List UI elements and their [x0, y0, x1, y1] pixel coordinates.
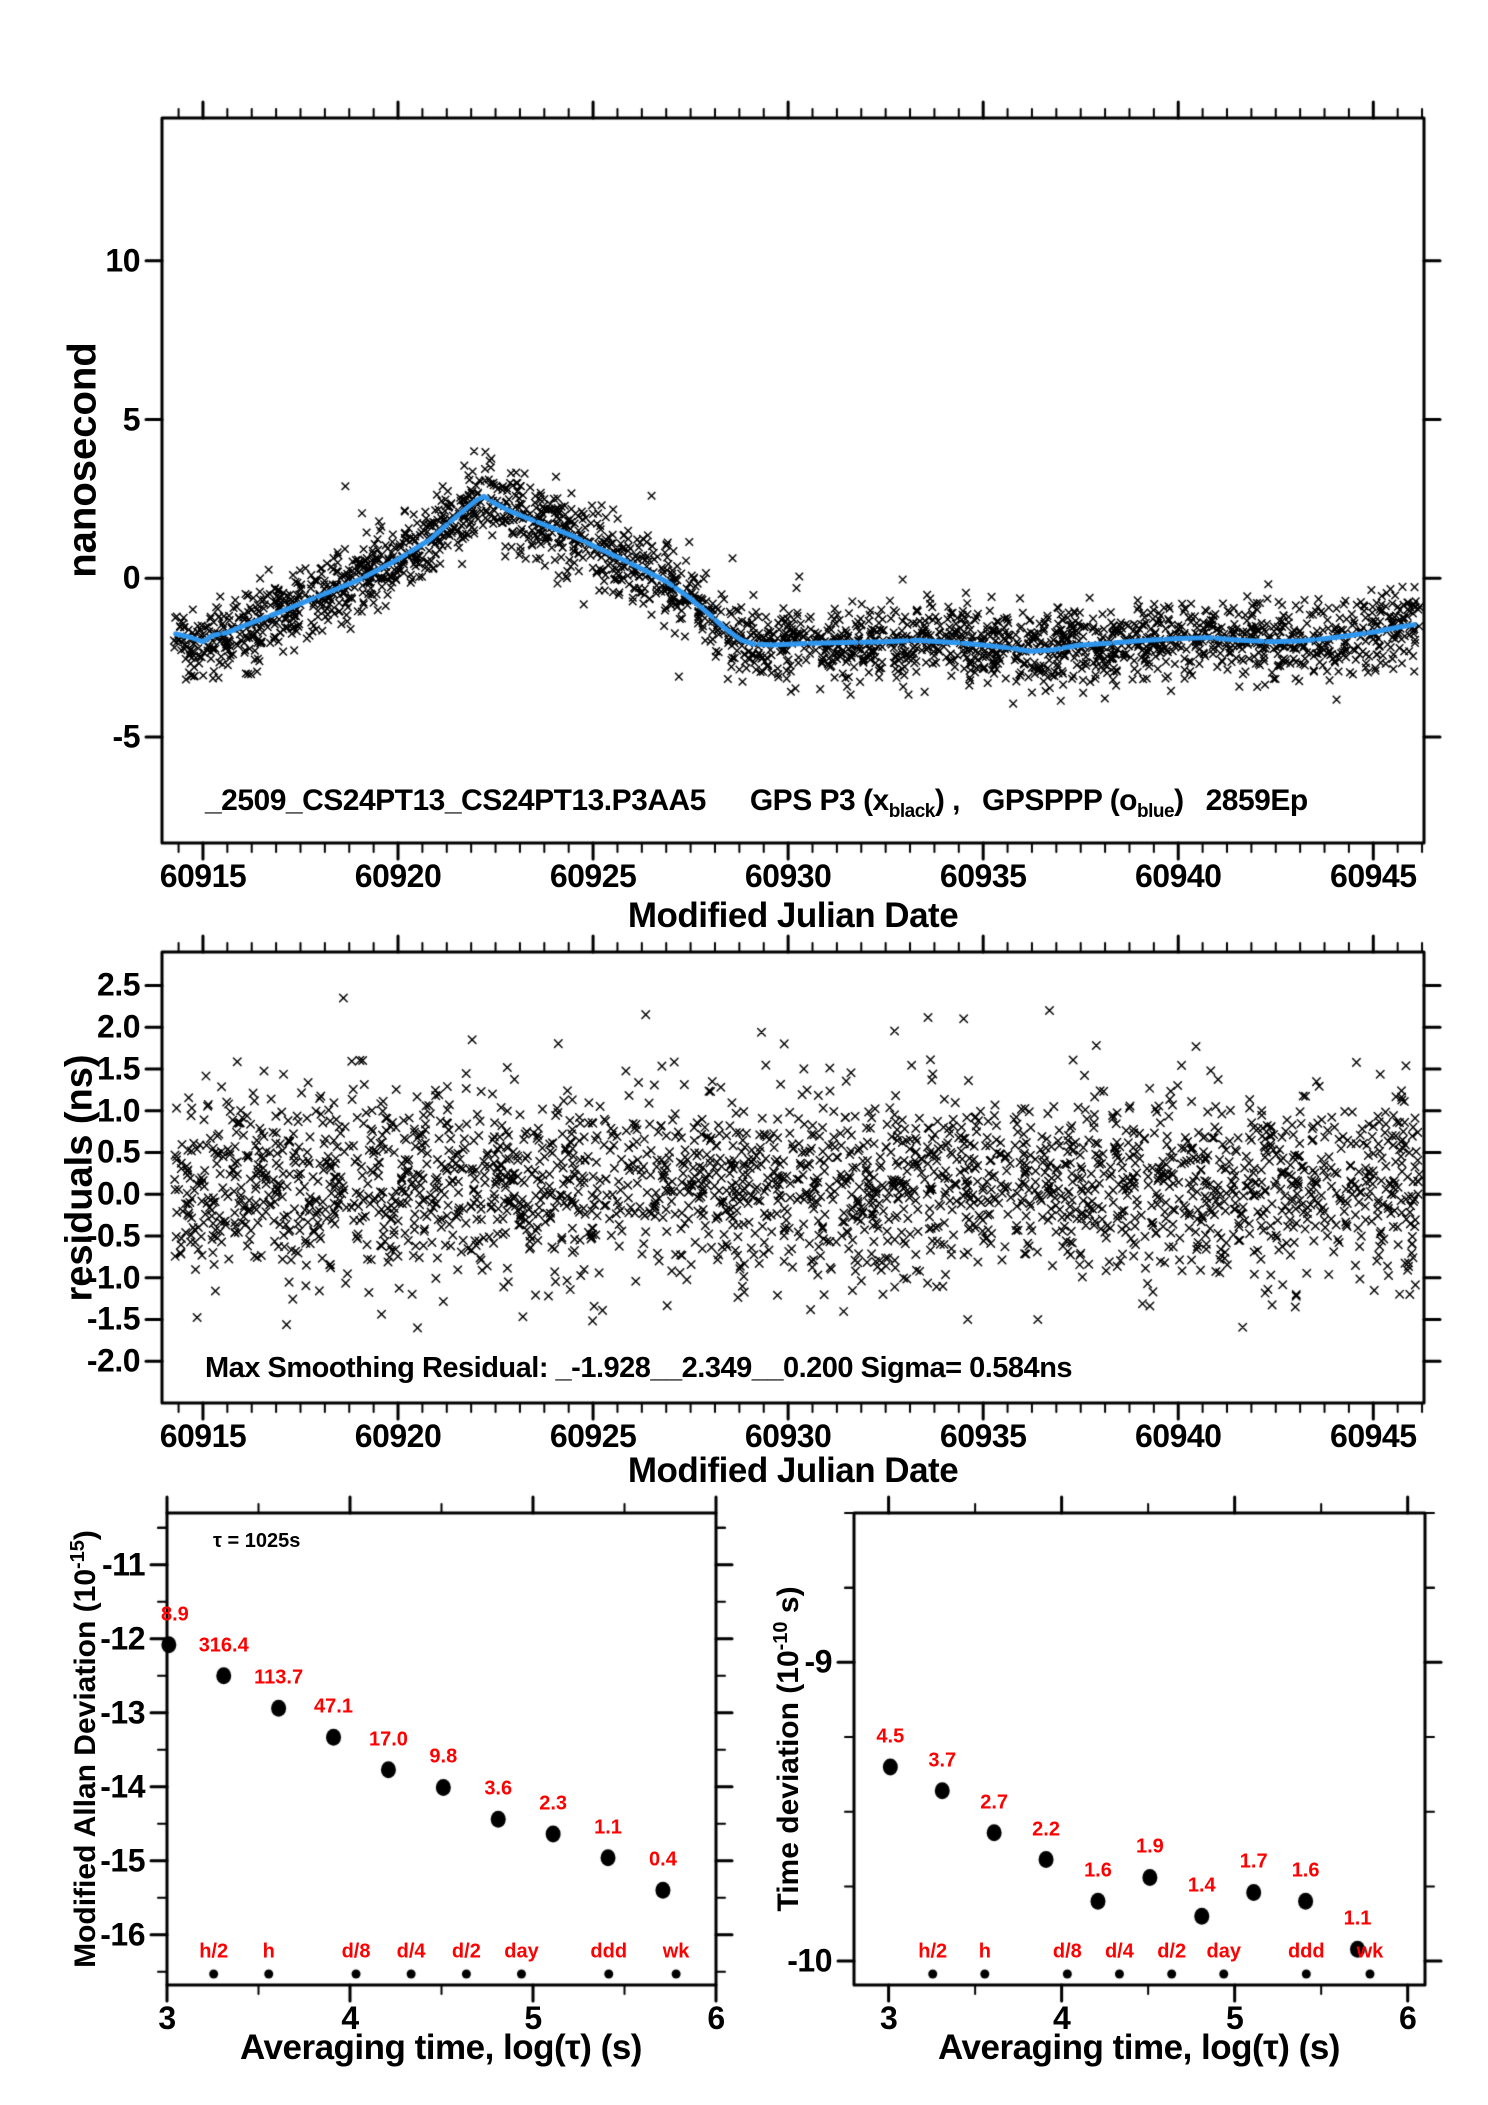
point-value-label: 113.7 — [254, 1666, 304, 1689]
residuals-y-axis-label: residuals (ns) — [58, 1054, 101, 1302]
x-tick-label: 3 — [879, 2000, 898, 2036]
y-tick-label: -14 — [100, 1768, 145, 1805]
title-gps-subscript: black — [888, 801, 935, 822]
x-tick-label: 60940 — [1134, 858, 1222, 894]
point-value-label: 0.4 — [649, 1848, 677, 1871]
y-tick-label: -11 — [102, 1546, 145, 1583]
point-value-label: 1.6 — [1084, 1859, 1112, 1882]
y-tick-label: -13 — [100, 1694, 145, 1731]
tau-marker-label: ddd — [1287, 1940, 1325, 1963]
mdev-x-axis-label: Averaging time, log(τ) (s) — [240, 2028, 642, 2067]
mdev-ylabel-base: Modified Allan Deviation (10 — [69, 1568, 102, 1968]
point-value-label: 9.8 — [429, 1745, 458, 1768]
tau-marker-label: day — [1206, 1940, 1241, 1963]
title-gps-close: ) , — [934, 784, 961, 817]
x-tick-label: 60945 — [1330, 858, 1417, 894]
y-tick-label: 1.5 — [97, 1050, 140, 1087]
point-value-label: 1.1 — [594, 1816, 622, 1839]
point-value-label: 316.4 — [198, 1634, 249, 1657]
phase-plot-title — [205, 784, 1308, 823]
tdev-ylabel-end: s) — [772, 1586, 805, 1622]
y-tick-label: -12 — [100, 1620, 145, 1657]
x-tick-label: 60935 — [939, 1418, 1027, 1454]
x-tick-label: 5 — [524, 2000, 542, 2036]
x-tick-label: 5 — [1226, 2000, 1244, 2036]
tau-marker-label: day — [504, 1940, 539, 1963]
point-value-label: 1.6 — [1291, 1859, 1320, 1882]
tau-marker-label: d/4 — [1104, 1940, 1134, 1963]
y-tick-label: 0.0 — [97, 1175, 140, 1212]
point-value-label: 3.6 — [484, 1777, 513, 1800]
tau-marker-label: d/2 — [1157, 1940, 1187, 1963]
y-tick-label: 0 — [122, 559, 140, 596]
mdev-ylabel-end: ) — [69, 1530, 102, 1541]
tau-marker-label: ddd — [590, 1940, 628, 1963]
y-tick-label: 5 — [122, 401, 140, 438]
x-tick-label: 60935 — [939, 858, 1027, 894]
x-tick-label: 3 — [158, 2000, 176, 2036]
residuals-stats-annotation: Max Smoothing Residual: _-1.928__2.349__0.200 Sigma= 0.584ns — [205, 1352, 1073, 1384]
tau-marker-label: d/4 — [396, 1940, 426, 1963]
point-value-label: 3.7 — [928, 1749, 957, 1772]
point-value-label: 2.3 — [539, 1792, 568, 1815]
tau-marker-label: h/2 — [918, 1940, 948, 1963]
y-tick-label: -0.5 — [86, 1217, 140, 1254]
x-tick-label: 60920 — [354, 1418, 442, 1454]
point-value-label: 1.7 — [1239, 1850, 1268, 1873]
y-tick-label: 1.0 — [97, 1092, 140, 1129]
y-tick-label: -1.0 — [86, 1259, 140, 1296]
tau-marker-label: d/2 — [451, 1940, 481, 1963]
point-value-label: 47.1 — [314, 1695, 353, 1718]
y-tick-label: -1.5 — [86, 1300, 140, 1337]
y-tick-label: 2.5 — [97, 966, 140, 1003]
x-tick-label: 6 — [707, 2000, 725, 2036]
y-tick-label: -2.0 — [86, 1342, 140, 1379]
tdev-y-axis-label — [770, 1586, 806, 1911]
tdev-ylabel-base: Time deviation (10 — [772, 1650, 805, 1912]
x-tick-label: 60940 — [1134, 1418, 1222, 1454]
mdev-ylabel-exponent: -15 — [67, 1540, 89, 1569]
mdev-y-axis-label — [67, 1530, 103, 1968]
x-tick-label: 60915 — [159, 858, 247, 894]
tau-marker-label: h/2 — [199, 1940, 229, 1963]
phase-x-axis-label: Modified Julian Date — [627, 896, 959, 935]
phase-y-axis-label: nanosecond — [60, 342, 105, 578]
tau-marker-label: wk — [662, 1940, 690, 1963]
y-tick-label: -15 — [100, 1842, 145, 1879]
y-tick-label: -10 — [787, 1942, 832, 1979]
point-value-label: 1.9 — [1135, 1835, 1164, 1858]
title-run-id: _2509_CS24PT13_CS24PT13.P3AA5 — [205, 784, 706, 817]
tau-marker-label: d/8 — [341, 1940, 371, 1963]
point-value-label: 4.5 — [876, 1725, 905, 1748]
x-tick-label: 60925 — [549, 1418, 637, 1454]
mdev-tau-annotation: τ = 1025s — [213, 1530, 301, 1552]
tau-marker-label: wk — [1356, 1940, 1384, 1963]
point-value-label: 1.1 — [1343, 1907, 1372, 1930]
x-tick-label: 4 — [341, 2000, 359, 2036]
y-tick-label: -9 — [804, 1643, 832, 1680]
tau-marker-label: h — [978, 1940, 991, 1963]
title-gps-series: GPS P3 (x — [749, 784, 889, 817]
x-tick-label: 60945 — [1330, 1418, 1417, 1454]
title-epoch-count: 2859Ep — [1205, 784, 1308, 817]
x-tick-label: 60920 — [354, 858, 442, 894]
point-value-label: 17.0 — [368, 1728, 408, 1751]
tdev-ylabel-exponent: -10 — [770, 1621, 792, 1651]
x-tick-label: 60930 — [744, 858, 832, 894]
title-ppp-series: GPSPPP (o — [982, 784, 1138, 817]
point-value-label: 2.2 — [1032, 1818, 1060, 1841]
point-value-label: 8.9 — [161, 1603, 189, 1626]
point-value-label: 2.7 — [980, 1791, 1009, 1814]
tdev-x-axis-label: Averaging time, log(τ) (s) — [938, 2028, 1340, 2067]
point-value-label: 1.4 — [1187, 1874, 1216, 1897]
x-tick-label: 4 — [1052, 2000, 1071, 2036]
x-tick-label: 60930 — [744, 1418, 832, 1454]
residuals-x-axis-label: Modified Julian Date — [627, 1451, 959, 1490]
x-tick-label: 6 — [1399, 2000, 1417, 2036]
title-ppp-subscript: blue — [1137, 801, 1175, 822]
x-tick-label: 60915 — [159, 1418, 247, 1454]
y-tick-label: -5 — [112, 718, 140, 755]
y-tick-label: -16 — [100, 1916, 145, 1953]
y-tick-label: 2.0 — [97, 1008, 140, 1045]
y-tick-label: 0.5 — [97, 1133, 140, 1170]
y-tick-label: 10 — [105, 242, 140, 279]
tau-marker-label: d/8 — [1052, 1940, 1082, 1963]
x-tick-label: 60925 — [549, 858, 637, 894]
title-ppp-close: ) — [1174, 784, 1184, 817]
tau-marker-label: h — [262, 1940, 275, 1963]
